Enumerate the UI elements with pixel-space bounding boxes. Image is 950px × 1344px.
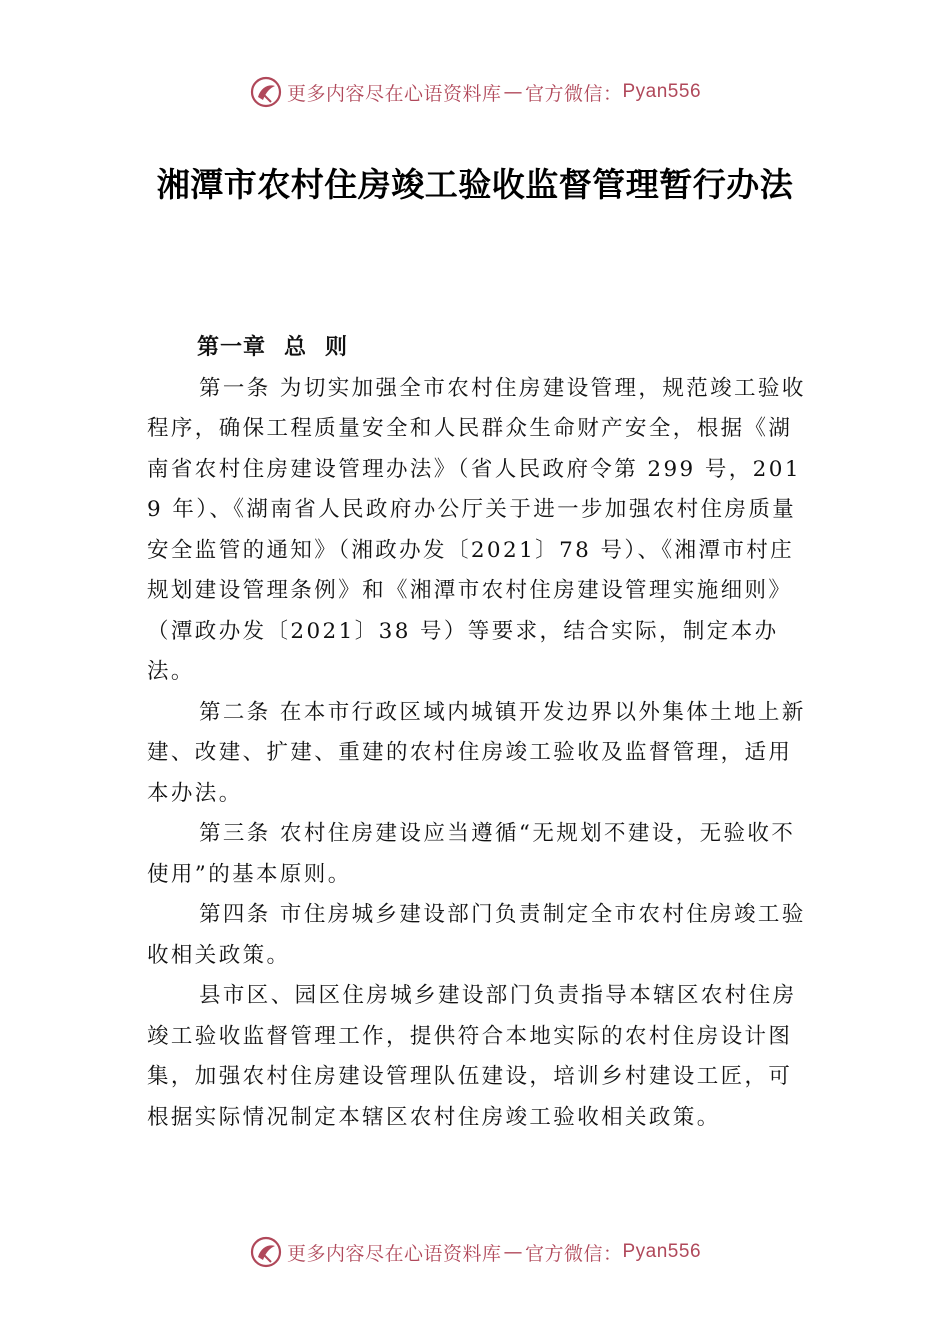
- document-body: [147, 328, 812, 1138]
- watermark-separator: —: [503, 1241, 523, 1263]
- watermark-text: 更多内容尽在心语资料库: [286, 82, 502, 105]
- chapter-number: 第一章: [197, 335, 267, 360]
- watermark-text: 更多内容尽在心语资料库: [286, 1242, 502, 1265]
- chapter-name-a: 总: [284, 335, 308, 360]
- brand-logo-icon: [249, 1235, 283, 1269]
- article-4: 第四条 市住房城乡建设部门负责制定全市农村住房竣工验收相关政策。: [147, 902, 806, 968]
- watermark-account: Pyan556: [622, 81, 702, 102]
- chapter-name-b: 则: [325, 335, 349, 360]
- brand-logo-icon: [249, 75, 283, 109]
- article-2: 第二条 在本市行政区域内城镇开发边界以外集体土地上新建、改建、扩建、重建的农村住房竣工验收及监督管理，适用本办法。: [147, 699, 806, 806]
- watermark-separator: —: [503, 81, 523, 103]
- article-1: 第一条 为切实加强全市农村住房建设管理，规范竣工验收程序，确保工程质量安全和人民群众生命财产安全，根据《湖南省农村住房建设管理办法》（省人民政府令第 299 号，2019 年）、《湖南省人民政府办公厅关于进一步加强农村住房质量安全监管的通知》（湘政办发〔2021〕78 号）、《湘潭市村庄规划建设管理条例》和《湘潭市农村住房建设管理实施细则》（潭政办发〔2021〕38 号）等要求，结合实际，制定本办法。: [147, 375, 806, 684]
- watermark-account: Pyan556: [622, 1241, 702, 1262]
- document-title: 湘潭市农村住房竣工验收监督管理暂行办法: [156, 165, 794, 204]
- watermark-account-label: 官方微信：: [524, 82, 623, 105]
- watermark-account-label: 官方微信：: [524, 1242, 623, 1265]
- article-3: 第三条 农村住房建设应当遵循“无规划不建设，无验收不使用”的基本原则。: [147, 821, 796, 887]
- chapter-heading: [147, 328, 812, 369]
- footer-watermark: [0, 1232, 950, 1272]
- article-4-paragraph-2: 县市区、园区住房城乡建设部门负责指导本辖区农村住房竣工验收监督管理工作，提供符合本地实际的农村住房设计图集，加强农村住房建设管理队伍建设，培训乡村建设工匠，可根据实际情况制定本辖区农村住房竣工验收相关政策。: [147, 983, 797, 1130]
- header-watermark: [0, 72, 950, 112]
